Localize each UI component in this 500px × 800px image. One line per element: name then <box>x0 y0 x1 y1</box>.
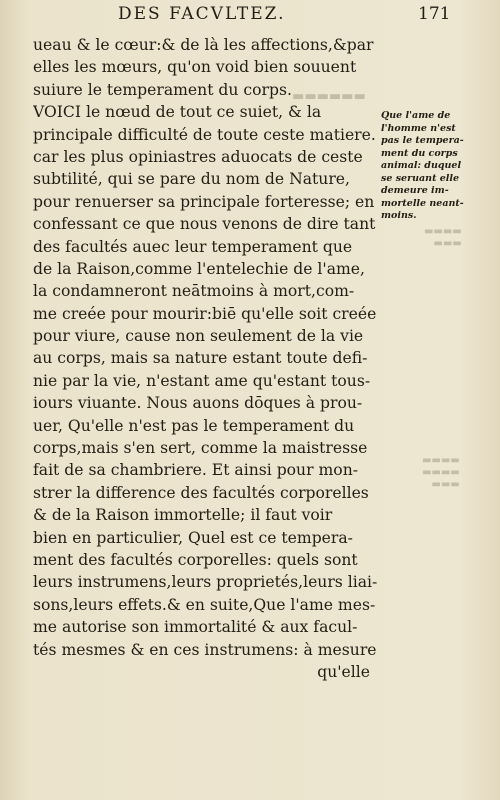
margin-note <box>381 110 496 223</box>
text-line: uer, Qu'elle n'est pas le temperament du <box>33 416 355 435</box>
margin-note-line: moins. <box>381 210 417 221</box>
show-through-ink: ▬▬▬▬ ▬▬▬▬ ▬▬▬ <box>422 455 460 490</box>
body-text <box>33 34 378 683</box>
text-line: sons,leurs effets.& en suite,Que l'ame mes- <box>33 595 376 614</box>
text-line: fait de sa chambriere. Et ainsi pour mon- <box>33 461 359 480</box>
text-line: elles les mœurs, qu'on void bien souuent <box>33 58 357 77</box>
margin-note-line: demeure im- <box>381 185 449 196</box>
text-line: corps,mais s'en sert, comme la maistresse <box>33 439 368 458</box>
text-line: VOICI le nœud de tout ce suiet, & la <box>33 103 322 122</box>
show-through-ink: ▬▬▬▬▬▬ <box>292 89 366 104</box>
text-line: me autorise son immortalité & aux facul- <box>33 618 358 637</box>
margin-note-line: se seruant elle <box>381 172 460 184</box>
page-header <box>0 4 500 26</box>
text-line: iours viuante. Nous auons dōques à prou- <box>33 394 363 413</box>
text-line: confessant ce que nous venons de dire tant <box>33 215 376 234</box>
text-line: ueau & le cœur:& de là les affections,&par <box>33 36 374 54</box>
text-line: la condamneront neātmoins à mort,com- <box>33 282 355 301</box>
running-head: DES FACVLTEZ. <box>118 4 286 24</box>
margin-note-line: Que l'ame de <box>381 110 451 121</box>
text-line: principale difficulté de toute ceste matiere. <box>33 125 376 144</box>
text-line: pour viure, cause non seulement de la vie <box>33 327 364 346</box>
text-line: & de la Raison immortelle; il faut voir <box>33 506 333 525</box>
margin-note-line: pas le tempera- <box>381 135 464 146</box>
text-line: strer la difference des facultés corporelles <box>33 483 369 502</box>
page-number: 171 <box>418 4 451 24</box>
text-line: de la Raison,comme l'entelechie de l'ame, <box>33 259 365 278</box>
text-line: leurs instrumens,leurs proprietés,leurs liai- <box>33 573 378 592</box>
show-through-ink: ▬▬▬▬ ▬▬▬ <box>424 226 462 249</box>
text-line: des facultés auec leur temperament que <box>33 237 353 256</box>
text-line: tés mesmes & en ces instrumens: à mesure <box>33 640 377 659</box>
text-line: me creée pour mourir:biē qu'elle soit creée <box>33 304 377 323</box>
text-line: car les plus opiniastres aduocats de ceste <box>33 147 363 166</box>
text-line: pour renuerser sa principale forteresse; en <box>33 192 375 211</box>
catchword: qu'elle <box>317 662 370 681</box>
text-line: suiure le temperament du corps. <box>33 80 292 99</box>
text-line: subtilité, qui se pare du nom de Nature, <box>33 170 350 189</box>
margin-note-line: mortelle neant- <box>381 197 464 209</box>
text-line: bien en particulier, Quel est ce tempera- <box>33 528 353 547</box>
margin-note-line: l'homme n'est <box>381 122 456 134</box>
margin-note-line: animal: duquel <box>381 160 462 171</box>
text-line: au corps, mais sa nature estant toute defi- <box>33 349 368 368</box>
text-line: ment des facultés corporelles: quels sont <box>33 550 358 569</box>
text-line: nie par la vie, n'estant ame qu'estant tous- <box>33 371 371 390</box>
margin-note-line: ment du corps <box>381 147 458 159</box>
